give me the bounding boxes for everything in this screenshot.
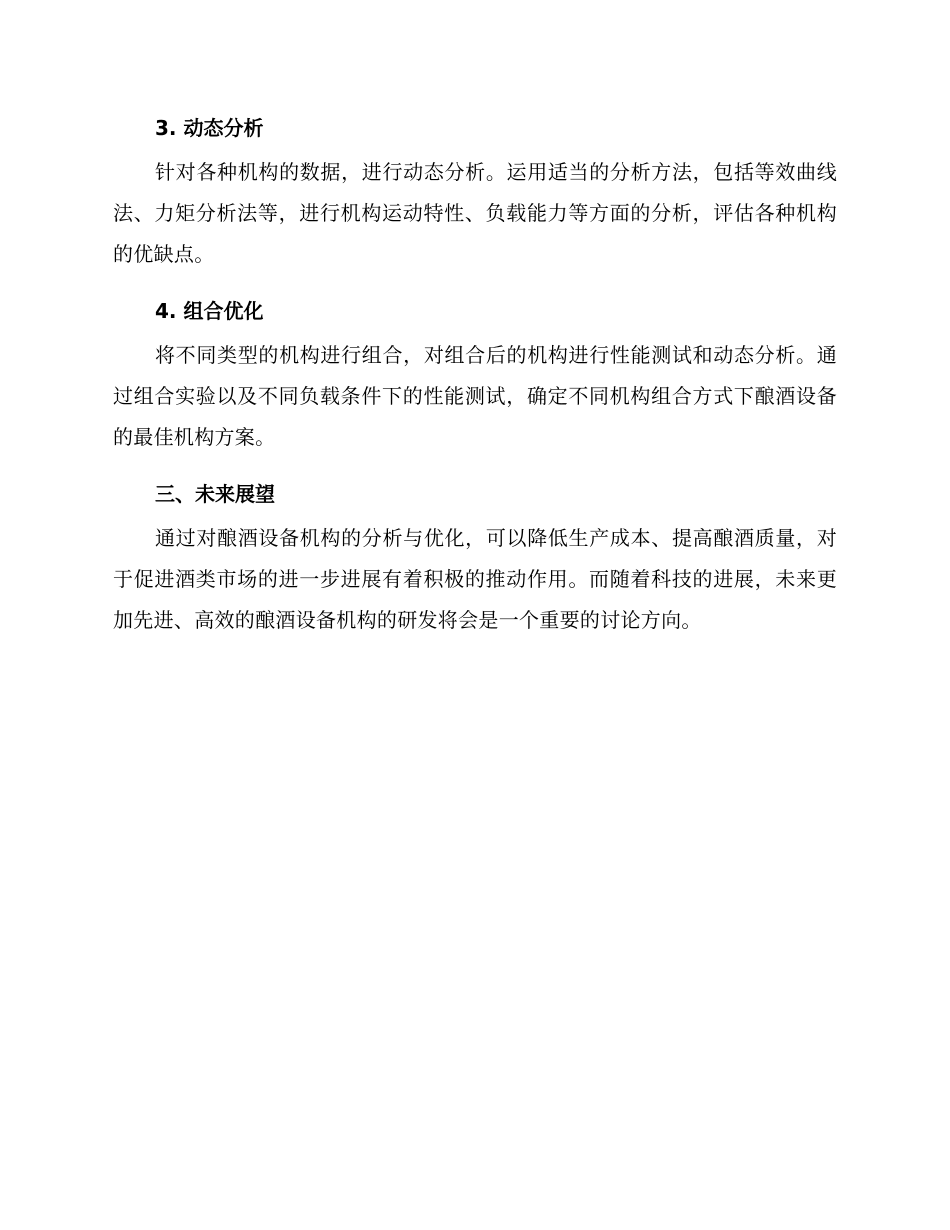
section-dynamic-analysis	[113, 104, 837, 275]
section-heading: 3. 动态分析	[155, 116, 264, 140]
section-heading: 4. 组合优化	[155, 299, 264, 323]
section-paragraph: 针对各种机构的数据，进行动态分析。运用适当的分析方法，包括等效曲线法、力矩分析法等，进行机构运动特性、负载能力等方面的分析，评估各种机构的优缺点。	[113, 160, 837, 266]
section-future-outlook	[113, 470, 837, 641]
document-page	[113, 104, 837, 653]
section-heading: 三、未来展望	[155, 482, 275, 506]
section-paragraph: 将不同类型的机构进行组合，对组合后的机构进行性能测试和动态分析。通过组合实验以及不同负载条件下的性能测试，确定不同机构组合方式下酿酒设备的最佳机构方案。	[113, 343, 837, 449]
section-combination-optimization	[113, 287, 837, 458]
section-paragraph: 通过对酿酒设备机构的分析与优化，可以降低生产成本、提高酿酒质量，对于促进酒类市场的进一步进展有着积极的推动作用。而随着科技的进展，未来更加先进、高效的酿酒设备机构的研发将会是一个重要的讨论方向。	[113, 526, 837, 632]
